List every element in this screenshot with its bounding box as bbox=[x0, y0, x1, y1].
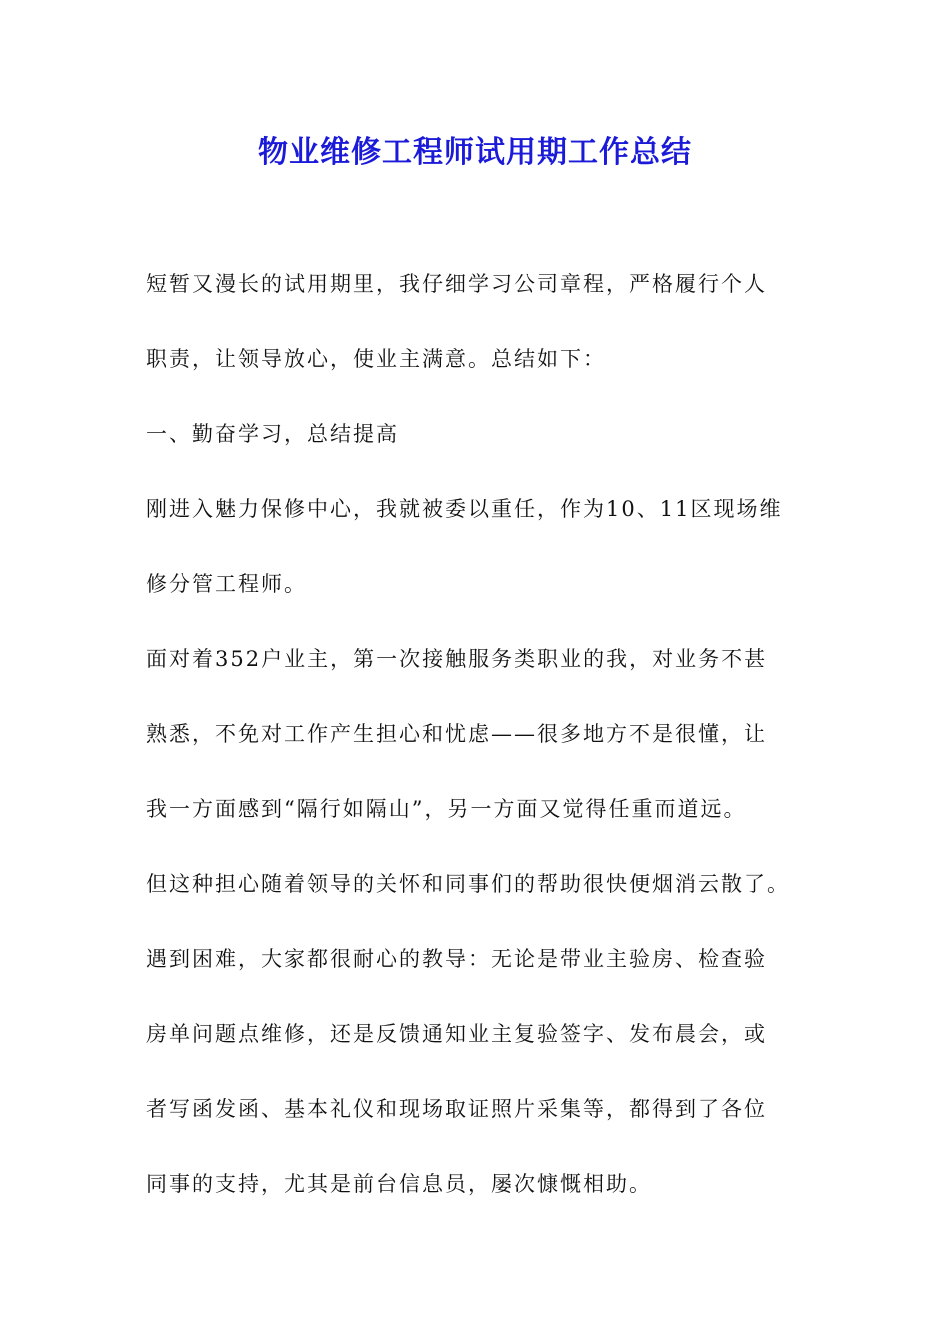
paragraph-line: 修分管工程师。 bbox=[146, 572, 307, 596]
paragraph-line: 刚进入魅力保修中心，我就被委以重任，作为10、11区现场维 bbox=[146, 497, 783, 521]
paragraph-line: 面对着352户业主，第一次接触服务类职业的我，对业务不甚 bbox=[146, 647, 768, 671]
paragraph-line: 房单问题点维修，还是反馈通知业主复验签字、发布晨会，或 bbox=[146, 1022, 767, 1046]
section-heading: 一、勤奋学习，总结提高 bbox=[146, 422, 399, 446]
paragraph-line: 短暂又漫长的试用期里，我仔细学习公司章程，严格履行个人 bbox=[146, 272, 767, 296]
paragraph-line: 同事的支持，尤其是前台信息员，屡次慷慨相助。 bbox=[146, 1172, 652, 1196]
paragraph-line: 职责，让领导放心，使业主满意。总结如下： bbox=[146, 347, 606, 371]
paragraph-line: 但这种担心随着领导的关怀和同事们的帮助很快便烟消云散了。 bbox=[146, 872, 790, 896]
paragraph-line: 我一方面感到“隔行如隔山”，另一方面又觉得任重而道远。 bbox=[146, 797, 747, 821]
paragraph-line: 熟悉，不免对工作产生担心和忧虑——很多地方不是很懂，让 bbox=[146, 722, 767, 746]
paragraph-line: 者写函发函、基本礼仪和现场取证照片采集等，都得到了各位 bbox=[146, 1097, 767, 1121]
document-title: 物业维修工程师试用期工作总结 bbox=[258, 135, 692, 170]
paragraph-line: 遇到困难，大家都很耐心的教导：无论是带业主验房、检查验 bbox=[146, 947, 767, 971]
